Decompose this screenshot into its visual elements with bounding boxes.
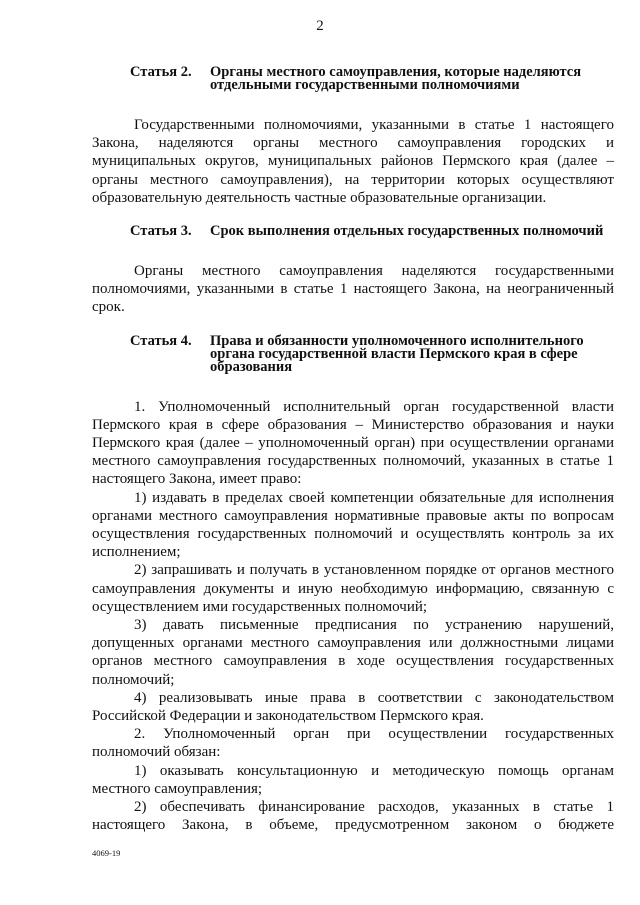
paragraph: 1. Уполномоченный исполнительный орган государственной власти Пермского края в сфере образования – Министерство образования и науки Пермского края (далее – уполномоченный орган) при осуществлении органами местного самоуправления государственных полномочий, указанных в статье 1 настоящего Закона, имеет право: (92, 398, 614, 488)
article-4-heading (92, 332, 614, 375)
paragraph: 2) обеспечивать финансирование расходов, указанных в статье 1 настоящего Закона, в объеме, предусмотренном законом о бюджете (92, 799, 614, 834)
paragraph: 2. Уполномоченный орган при осуществлении государственных полномочий обязан: (92, 726, 614, 761)
article-title: Органы местного самоуправления, которые наделяются отдельными государственными полномочиями (210, 64, 582, 93)
paragraph: 4) реализовывать иные права в соответствии с законодательством Российской Федерации и законодательством Пермского края. (92, 689, 614, 725)
paragraph: 2) запрашивать и получать в установленном порядке от органов местного самоуправления документы и иную необходимую информацию, связанную с осуществлением ими государственных полномочий; (92, 562, 614, 615)
paragraph: Государственными полномочиями, указанными в статье 1 настоящего Закона, наделяются органы местного самоуправления городских и муниципальных округов, муниципальных районов Пермского края (далее – органы местного самоуправления), на территории которых осуществляют образовательную деятельность частные образовательные организации. (92, 117, 614, 206)
article-3-heading (92, 225, 614, 238)
article-number: Статья 2. (130, 64, 192, 80)
paragraph: 1) оказывать консультационную и методическую помощь органам местного самоуправления; (92, 762, 614, 797)
paragraph: 1) издавать в пределах своей компетенции обязательные для исполнения органами местного самоуправления нормативные правовые акты по вопросам осуществления государственных полномочий и осуществлять контроль за их исполнением; (92, 489, 614, 561)
article-number: Статья 4. (130, 332, 192, 349)
article-title: Срок выполнения отдельных государственных полномочий (210, 223, 604, 240)
document-body (92, 66, 614, 835)
paragraph: Органы местного самоуправления наделяются государственными полномочиями, указанными в статье 1 настоящего Закона, на неограниченный срок. (92, 263, 614, 316)
document-code: 4069-19 (92, 848, 121, 858)
article-number: Статья 3. (130, 223, 192, 240)
page-number: 2 (316, 18, 324, 34)
paragraph: 3) давать письменные предписания по устранению нарушений, допущенных органами местного самоуправления или должностными лицами органов местного самоуправления в ходе осуществления государственных полномочий; (92, 617, 614, 688)
article-2-heading (92, 66, 614, 92)
article-title: Права и обязанности уполномоченного исполнительного органа государственной власти Пермского края в сфере образования (210, 332, 584, 375)
